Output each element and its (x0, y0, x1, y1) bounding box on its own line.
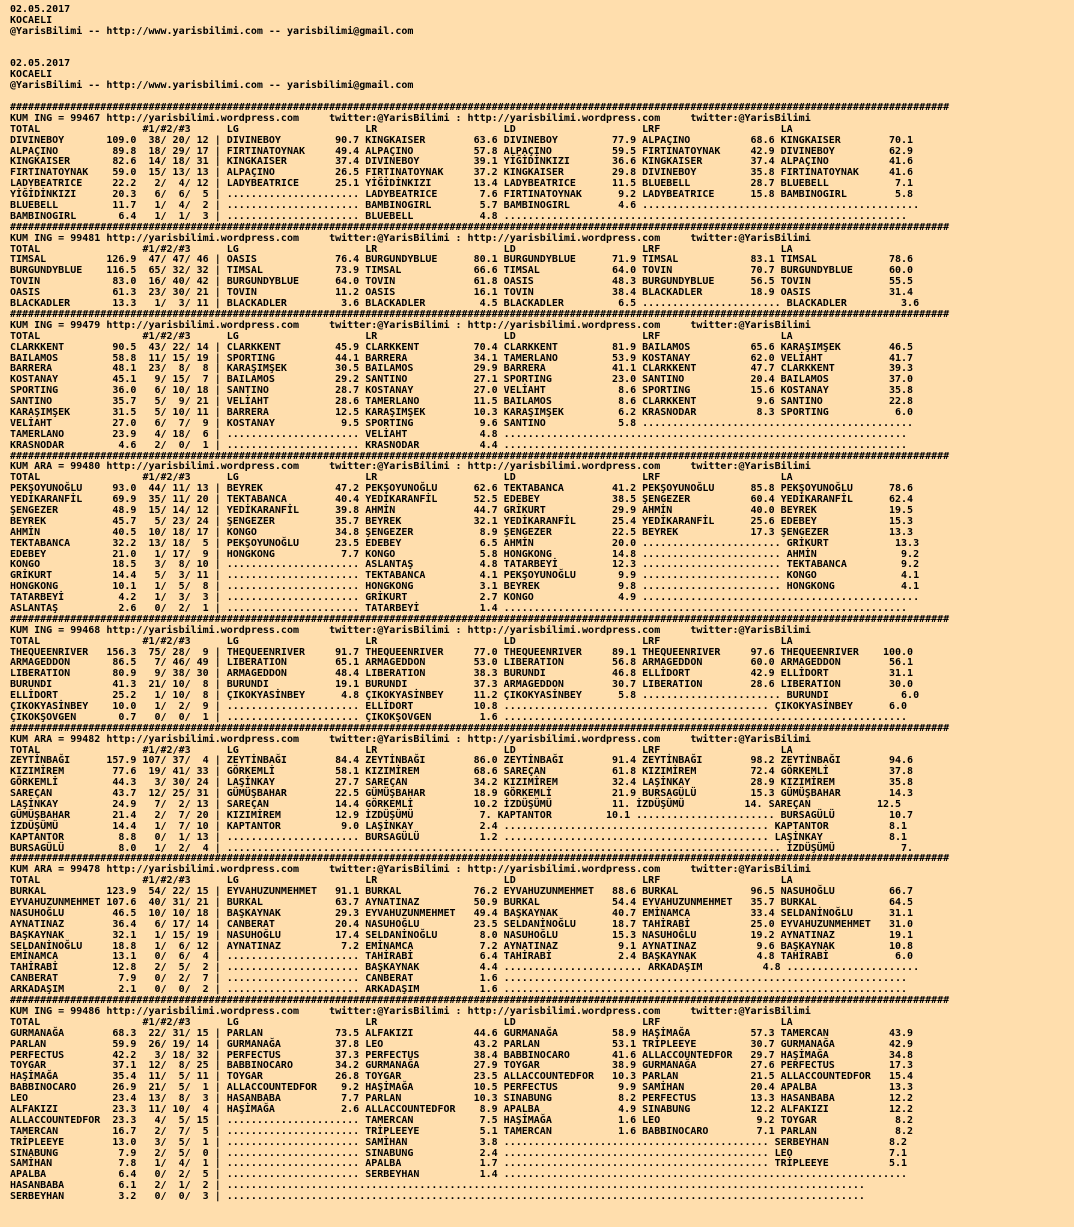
text-line: TEKTABANCA 32.2 13/ 18/ 5 | PEKŞOYUNOĞLU 23.5 EDEBEY 6.5 AHMİN 20.0 ....................... GRİKURT 13.3 (10, 537, 920, 549)
race-header-line: KUM ING = 99467 http://yarisbilimi.wordpress.com twitter:@YarisBilimi : http://yarisbilimi.wordpress.com twitter:@YarisBilimi (10, 112, 811, 124)
text-line: KRASNODAR 4.6 2/ 0/ 1 | ...................... KRASNODAR 4.4 ................................................................... (10, 439, 908, 451)
separator-line: ############################################################################################################################################################ (10, 853, 950, 865)
column-header-line: TOTAL #1/#2/#3 LG LR LD LRF LA (10, 330, 793, 342)
text-line: AYNATINAZ 36.4 6/ 17/ 14 | CANBERAT 20.4 NASUHOĞLU 23.5 SELDANİNOĞLU 18.7 TAHİRABİ 25.0 EYVAHUZUNMEHMET 31.0 (10, 918, 914, 930)
text-line: SAREÇAN 43.7 12/ 25/ 31 | GÜMÜŞBAHAR 22.5 GÜMÜŞBAHAR 18.9 GÖRKEMLİ 21.9 BURSAGÜLÜ 15.3 GÜMÜŞBAHAR 14.3 (10, 788, 914, 800)
race-header-line: KUM ING = 99486 http://yarisbilimi.wordpress.com twitter:@YarisBilimi : http://yarisbilimi.wordpress.com twitter:@YarisBilimi (10, 1005, 811, 1017)
text-line: KOCAELI (10, 14, 53, 26)
race-header-line: KUM ARA = 99478 http://yarisbilimi.wordpress.com twitter:@YarisBilimi : http://yarisbilimi.wordpress.com twitter:@YarisBilimi (10, 864, 811, 876)
text-line: TAMERCAN 16.7 2/ 7/ 5 | ...................... TRİPLEEYE 5.1 TAMERCAN 1.6 BABBINOCARO 7.1 PARLAN 8.2 (10, 1125, 914, 1137)
race-header-line: KUM ING = 99468 http://yarisbilimi.wordpress.com twitter:@YarisBilimi : http://yarisbilimi.wordpress.com twitter:@YarisBilimi (10, 624, 811, 636)
text-line: @YarisBilimi -- http://www.yarisbilimi.com -- yarisbilimi@gmail.com (10, 80, 414, 92)
text-line: TAHİRABİ 12.8 2/ 5/ 2 | ...................... BAŞKAYNAK 4.4 ....................... ARKADAŞIM 4.8 ...................... (10, 962, 920, 974)
text-line: KOSTANAY 45.1 9/ 15/ 7 | BAILAMOS 29.2 SANTINO 27.1 SPORTING 23.0 SANTINO 20.4 BAILAMOS 37.0 (10, 374, 914, 386)
text-line: SERBEYHAN 3.2 0/ 0/ 3 | .......................................................................................................... (10, 1191, 865, 1203)
text-line: BLACKADLER 13.3 1/ 3/ 11 | BLACKADLER 3.6 BLACKADLER 4.5 BLACKADLER 6.5 ....................... BLACKADLER 3.6 (10, 298, 920, 310)
text-line: ALLACCOUNTEDFOR 23.3 4/ 5/ 15 | ...................... TAMERCAN 7.5 HAŞİMAĞA 1.6 LEO 9.2 TOYGAR 8.2 (10, 1114, 914, 1126)
column-header-line: TOTAL #1/#2/#3 LG LR LD LRF LA (10, 243, 793, 255)
text-line: SPORTING 36.0 6/ 10/ 18 | SANTINO 28.7 KOSTANAY 27.0 VELİAHT 8.6 SPORTING 15.6 KOSTANAY 35.8 (10, 385, 914, 397)
text-line: BAILAMOS 58.8 11/ 15/ 19 | SPORTING 44.1 BARRERA 34.1 TAMERLANO 53.9 KOSTANAY 62.0 VELİAHT 41.7 (10, 352, 914, 364)
text-line: CLARKKENT 90.5 43/ 22/ 14 | CLARKKENT 45.9 CLARKKENT 70.4 CLARKKENT 81.9 BAILAMOS 65.6 KARAŞIMŞEK 46.5 (10, 341, 914, 353)
text-line: PERFECTUS 42.2 3/ 18/ 32 | PERFECTUS 37.3 PERFECTUS 38.4 BABBINOCARO 41.6 ALLACCOUNTEDFOR 29.7 HAŞİMAĞA 34.8 (10, 1049, 914, 1061)
text-line: TATARBEYİ 4.2 1/ 3/ 3 | ...................... GRİKURT 2.7 KONGO 4.9 .............................................. (10, 592, 920, 604)
text-line: TOYGAR 37.1 12/ 8/ 25 | BABBINOCARO 34.2 GURMANAĞA 27.9 TOYGAR 38.9 GURMANAĞA 27.6 PERFECTUS 17.3 (10, 1060, 914, 1072)
text-line: CANBERAT 7.9 0/ 2/ 7 | ...................... CANBERAT 1.6 ................................................................... (10, 973, 908, 985)
text-line: THEQUEENRIVER 156.3 75/ 28/ 9 | THEQUEENRIVER 91.7 THEQUEENRIVER 77.0 THEQUEENRIVER 89.1 THEQUEENRIVER 97.6 THEQUEENRIVER 100.0 (10, 646, 914, 658)
text-line: HASANBABA 6.1 2/ 1/ 2 | .......................................................................................................... (10, 1180, 865, 1192)
text-line: FIRTINATOYNAK 59.0 15/ 13/ 13 | ALPAÇINO 26.5 FIRTINATOYNAK 37.2 KINGKAISER 29.8 DIVINEBOY 35.8 FIRTINATOYNAK 41.6 (10, 167, 914, 179)
race-header-line: KUM ING = 99481 http://yarisbilimi.wordpress.com twitter:@YarisBilimi : http://yarisbilimi.wordpress.com twitter:@YarisBilimi (10, 232, 811, 244)
text-line: BURSAGÜLÜ 8.0 1/ 2/ 4 | ............................................................................................ İZDÜŞÜMÜ 7. (10, 842, 914, 854)
text-line: KAPTANTOR 8.8 0/ 1/ 13 | ...................... BURSAGÜLÜ 1.2 ............................................ LAŞİNKAY 8.1 (10, 831, 908, 843)
text-line: ARKADAŞIM 2.1 0/ 0/ 2 | ...................... ARKADAŞIM 1.6 ................................................................... (10, 984, 908, 996)
text-line: @YarisBilimi -- http://www.yarisbilimi.com -- yarisbilimi@gmail.com (10, 25, 414, 37)
race-header-line: KUM ARA = 99480 http://yarisbilimi.wordpress.com twitter:@YarisBilimi : http://yarisbilimi.wordpress.com twitter:@YarisBilimi (10, 461, 811, 473)
text-line: LADYBEATRICE 22.2 2/ 4/ 12 | LADYBEATRICE 25.1 YİĞİDİNKIZI 13.4 LADYBEATRICE 11.5 BLUEBELL 28.7 BLUEBELL 7.1 (10, 178, 914, 190)
text-line: ARMAGEDDON 86.5 7/ 46/ 49 | LIBERATION 65.1 ARMAGEDDON 53.0 LIBERATION 56.8 ARMAGEDDON 60.0 ARMAGEDDON 56.1 (10, 657, 914, 669)
text-line: BEYREK 45.7 5/ 23/ 24 | ŞENGEZER 35.7 BEYREK 32.1 YEDİKARANFİL 25.4 YEDİKARANFİL 25.6 EDEBEY 15.3 (10, 515, 914, 527)
text-line: 02.05.2017 (10, 4, 71, 15)
text-line: GURMANAĞA 68.3 22/ 31/ 15 | PARLAN 73.5 ALFAKIZI 44.6 GURMANAĞA 58.9 HAŞİMAĞA 57.3 TAMERCAN 43.9 (10, 1027, 914, 1039)
text-line: SAMİHAN 7.8 1/ 4/ 1 | ...................... APALBA 1.7 ............................................ TRİPLEEYE 5.1 (10, 1158, 908, 1170)
column-header-line: TOTAL #1/#2/#3 LG LR LD LRF LA (10, 123, 793, 135)
text-line: BAMBINOGIRL 6.4 1/ 1/ 3 | ...................... BLUEBELL 4.8 ................................................................... (10, 210, 908, 222)
text-line: EDEBEY 21.0 1/ 17/ 9 | HONGKONG 7.7 KONGO 5.8 HONGKONG 14.8 ....................... AHMİN 9.2 (10, 548, 920, 560)
separator-line: ############################################################################################################################################################ (10, 102, 950, 114)
text-line: AHMİN 40.5 10/ 18/ 17 | KONGO 34.8 ŞENGEZER 8.9 ŞENGEZER 22.5 BEYREK 17.3 ŞENGEZER 13.3 (10, 526, 914, 538)
text-line: İZDÜŞÜMÜ 14.4 1/ 7/ 10 | KAPTANTOR 9.0 LAŞİNKAY 2.4 ............................................ KAPTANTOR 8.1 (10, 820, 908, 832)
separator-line: ############################################################################################################################################################ (10, 450, 950, 462)
column-header-line: TOTAL #1/#2/#3 LG LR LD LRF LA (10, 744, 793, 756)
text-line: YİĞİDİNKIZI 20.3 6/ 6/ 5 | ...................... LADYBEATRICE 7.6 FIRTINATOYNAK 9.2 LADYBEATRICE 15.8 BAMBINOGIRL 5.8 (10, 189, 914, 201)
separator-line: ############################################################################################################################################################ (10, 995, 950, 1007)
separator-line: ############################################################################################################################################################ (10, 221, 950, 233)
text-line: GRİKURT 14.4 5/ 3/ 11 | ...................... TEKTABANCA 4.1 PEKŞOYUNOĞLU 9.9 ....................... KONGO 4.1 (10, 570, 920, 582)
blank-line (10, 38, 1074, 49)
text-line: OASIS 61.3 23/ 30/ 21 | TOVIN 11.2 OASIS 16.1 TOVIN 38.4 BLACKADLER 18.9 OASIS 31.4 (10, 287, 914, 299)
text-line: SINABUNG 7.9 2/ 5/ 0 | ...................... SINABUNG 2.4 ............................................ LEO 7.1 (10, 1147, 908, 1159)
text-line: TIMSAL 126.9 47/ 47/ 46 | OASIS 76.4 BURGUNDYBLUE 80.1 BURGUNDYBLUE 71.9 TIMSAL 83.1 TIMSAL 78.6 (10, 254, 914, 266)
text-line: LIBERATION 80.9 9/ 38/ 30 | ARMAGEDDON 48.4 LIBERATION 38.3 BURUNDI 46.8 ELLİDORT 42.9 ELLİDORT 31.1 (10, 668, 914, 680)
text-line: SELDANİNOĞLU 18.8 1/ 6/ 12 | AYNATINAZ 7.2 EMİNAMCA 7.2 AYNATINAZ 9.1 AYNATINAZ 9.6 BAŞKAYNAK 10.8 (10, 940, 914, 952)
text-line: SANTINO 35.7 5/ 9/ 21 | VELİAHT 28.6 TAMERLANO 11.5 BAILAMOS 8.6 CLARKKENT 9.6 SANTINO 22.8 (10, 396, 914, 408)
text-line: YEDİKARANFİL 69.9 35/ 11/ 20 | TEKTABANCA 40.4 YEDİKARANFİL 52.5 EDEBEY 38.5 ŞENGEZER 60.4 YEDİKARANFİL 62.4 (10, 494, 914, 506)
separator-line: ############################################################################################################################################################ (10, 613, 950, 625)
text-line: LEO 23.4 13/ 8/ 3 | HASANBABA 7.7 PARLAN 10.3 SINABUNG 8.2 PERFECTUS 13.3 HASANBABA 12.2 (10, 1093, 914, 1105)
text-line: KOCAELI (10, 69, 53, 81)
text-line: NASUHOĞLU 46.5 10/ 10/ 18 | BAŞKAYNAK 29.3 EYVAHUZUNMEHMET 49.4 BAŞKAYNAK 40.7 EMİNAMCA 33.4 SELDANİNOĞLU 31.1 (10, 907, 914, 919)
text-line: BAŞKAYNAK 32.1 1/ 15/ 19 | NASUHOĞLU 17.4 SELDANİNOĞLU 8.0 NASUHOĞLU 15.3 NASUHOĞLU 19.2 AYNATINAZ 19.1 (10, 929, 914, 941)
text-line: GÖRKEMLİ 44.3 3/ 30/ 24 | LAŞİNKAY 27.7 SAREÇAN 34.2 KIZIMİREM 32.4 LAŞİNKAY 28.9 KIZIMİREM 35.8 (10, 777, 914, 789)
text-line: BABBINOCARO 26.9 21/ 5/ 1 | ALLACCOUNTEDFOR 9.2 HAŞİMAĞA 10.5 PERFECTUS 9.9 SAMİHAN 20.4 APALBA 13.3 (10, 1082, 914, 1094)
text-line: KIZIMİREM 77.6 19/ 41/ 33 | GÖRKEMLİ 58.1 KIZIMİREM 68.6 SAREÇAN 61.8 KIZIMİREM 72.4 GÖRKEMLİ 37.8 (10, 766, 914, 778)
text-line: VELİAHT 27.0 6/ 7/ 9 | KOSTANAY 9.5 SPORTING 9.6 SANTINO 5.8 ............................................. (10, 417, 914, 429)
text-line: EYVAHUZUNMEHMET 107.6 40/ 31/ 21 | BURKAL 63.7 AYNATINAZ 50.9 BURKAL 54.4 EYVAHUZUNMEHMET 35.7 BURKAL 64.5 (10, 897, 914, 909)
text-line: BLUEBELL 11.7 1/ 4/ 2 | ...................... BAMBINOGIRL 5.7 BAMBINOGIRL 4.6 .............................................. (10, 200, 920, 212)
text-line: ŞENGEZER 48.9 15/ 14/ 12 | YEDİKARANFİL 39.8 AHMİN 44.7 GRİKURT 29.9 AHMİN 40.0 BEYREK 19.5 (10, 504, 914, 516)
column-header-line: TOTAL #1/#2/#3 LG LR LD LRF LA (10, 472, 793, 484)
text-line: HONGKONG 10.1 1/ 5/ 8 | ...................... HONGKONG 3.1 BEYREK 9.8 ....................... HONGKONG 4.1 (10, 581, 920, 593)
column-header-line: TOTAL #1/#2/#3 LG LR LD LRF LA (10, 1016, 793, 1028)
blank-line (10, 49, 1074, 60)
text-line: ALPAÇINO 89.8 18/ 29/ 17 | FIRTINATOYNAK 49.4 ALPAÇINO 57.8 ALPAÇINO 59.5 FIRTINATOYNAK 42.9 DIVINEBOY 62.9 (10, 145, 914, 157)
text-line: 02.05.2017 (10, 58, 71, 70)
text-line: DIVINEBOY 109.0 38/ 20/ 12 | DIVINEBOY 90.7 KINGKAISER 63.6 DIVINEBOY 77.9 ALPAÇINO 68.6 KINGKAISER 70.1 (10, 134, 914, 146)
text-line: TAMERLANO 23.9 4/ 18/ 6 | ...................... VELİAHT 4.8 ................................................................... (10, 428, 908, 440)
separator-line: ############################################################################################################################################################ (10, 722, 950, 734)
text-line: GÜMÜŞBAHAR 21.4 2/ 7/ 20 | KIZIMİREM 12.9 İZDÜŞÜMÜ 7. KAPTANTOR 10.1 ....................... BURSAGÜLÜ 10.7 (10, 809, 914, 821)
column-header-line: TOTAL #1/#2/#3 LG LR LD LRF LA (10, 875, 793, 887)
text-line: PEKŞOYUNOĞLU 93.0 44/ 11/ 13 | BEYREK 47.2 PEKŞOYUNOĞLU 62.6 TEKTABANCA 41.2 PEKŞOYUNOĞLU 85.8 PEKŞOYUNOĞLU 78.6 (10, 483, 914, 495)
text-line: ÇIKOKŞOVGEN 0.7 0/ 0/ 1 | ...................... ÇIKOKŞOVGEN 1.6 ................................................................... (10, 711, 908, 723)
text-line: TOVIN 83.0 16/ 40/ 42 | BURGUNDYBLUE 64.0 TOVIN 61.8 OASIS 48.3 BURGUNDYBLUE 56.5 TOVIN 55.5 (10, 276, 914, 288)
text-line: ASLANTAŞ 2.6 0/ 2/ 1 | ...................... TATARBEYİ 1.4 ................................................................... (10, 602, 908, 614)
text-line: ÇIKOKYASİNBEY 10.0 1/ 2/ 9 | ...................... ELLİDORT 10.8 ............................................ ÇIKOKYASİNBEY 6.0 (10, 701, 908, 712)
text-line: APALBA 6.4 0/ 2/ 5 | ...................... SERBEYHAN 1.4 ................................................................... (10, 1169, 908, 1181)
text-line: ELLİDORT 25.2 1/ 10/ 8 | ÇIKOKYASİNBEY 4.8 ÇIKOKYASİNBEY 11.2 ÇIKOKYASİNBEY 5.8 ....................... BURUNDI 6.0 (10, 690, 920, 702)
text-line: BURUNDI 41.3 21/ 10/ 8 | BURUNDI 19.1 BURUNDI 37.3 ARMAGEDDON 30.7 LIBERATION 28.6 LIBERATION 30.0 (10, 679, 914, 691)
text-line: LAŞİNKAY 24.9 7/ 2/ 13 | SAREÇAN 14.4 GÖRKEMLİ 10.2 İZDÜŞÜMÜ 11. İZDÜŞÜMÜ 14. SAREÇAN 12.5 (10, 799, 902, 811)
text-line: KINGKAISER 82.6 14/ 18/ 31 | KINGKAISER 37.4 DIVINEBOY 39.1 YİĞİDİNKIZI 36.6 KINGKAISER 37.4 ALPAÇINO 41.6 (10, 156, 914, 168)
text-line: PARLAN 59.9 26/ 19/ 14 | GURMANAĞA 37.8 LEO 43.2 PARLAN 53.1 TRİPLEEYE 30.7 GURMANAĞA 42.9 (10, 1038, 914, 1050)
column-header-line: TOTAL #1/#2/#3 LG LR LD LRF LA (10, 635, 793, 647)
text-line: KARAŞIMŞEK 31.5 5/ 10/ 11 | BARRERA 12.5 KARAŞIMŞEK 10.3 KARAŞIMŞEK 6.2 KRASNODAR 8.3 SPORTING 6.0 (10, 406, 914, 418)
text-line: BURGUNDYBLUE 116.5 65/ 32/ 32 | TIMSAL 73.9 TIMSAL 66.6 TIMSAL 64.0 TOVIN 70.7 BURGUNDYBLUE 60.0 (10, 265, 914, 277)
text-line: EMİNAMCA 13.1 0/ 6/ 4 | ...................... TAHİRABİ 6.4 TAHİRABİ 2.4 BAŞKAYNAK 4.8 TAHİRABİ 6.0 (10, 951, 914, 963)
text-line: ZEYTİNBAĞI 157.9 107/ 37/ 4 | ZEYTİNBAĞI 84.4 ZEYTİNBAĞI 86.0 ZEYTİNBAĞI 91.4 ZEYTİNBAĞI 98.2 ZEYTİNBAĞI 94.6 (10, 755, 914, 767)
text-line: BARRERA 48.1 23/ 8/ 8 | KARAŞIMŞEK 30.5 BAILAMOS 29.9 BARRERA 41.1 CLARKKENT 47.7 CLARKKENT 39.3 (10, 363, 914, 375)
text-line: TRİPLEEYE 13.0 3/ 5/ 1 | ...................... SAMİHAN 3.8 ............................................ SERBEYHAN 8.2 (10, 1136, 908, 1148)
text-line: BURKAL 123.9 54/ 22/ 15 | EYVAHUZUNMEHMET 91.1 BURKAL 76.2 EYVAHUZUNMEHMET 88.6 BURKAL 96.5 NASUHOĞLU 66.7 (10, 886, 914, 898)
race-header-line: KUM ARA = 99482 http://yarisbilimi.wordpress.com twitter:@YarisBilimi : http://yarisbilimi.wordpress.com twitter:@YarisBilimi (10, 733, 811, 745)
text-line: HAŞİMAĞA 35.4 11/ 5/ 11 | TOYGAR 26.8 TOYGAR 23.5 ALLACCOUNTEDFOR 10.3 PARLAN 21.5 ALLACCOUNTEDFOR 15.4 (10, 1071, 914, 1083)
text-line: ALFAKIZI 23.3 11/ 10/ 4 | HAŞİMAĞA 2.6 ALLACCOUNTEDFOR 8.9 APALBA 4.9 SINABUNG 12.2 ALFAKIZI 12.2 (10, 1103, 914, 1115)
separator-line: ############################################################################################################################################################ (10, 308, 950, 320)
race-header-line: KUM ING = 99479 http://yarisbilimi.wordpress.com twitter:@YarisBilimi : http://yarisbilimi.wordpress.com twitter:@YarisBilimi (10, 319, 811, 331)
text-line: KONGO 18.5 3/ 8/ 10 | ...................... ASLANTAŞ 4.8 TATARBEYİ 12.3 ....................... TEKTABANCA 9.2 (10, 559, 920, 571)
